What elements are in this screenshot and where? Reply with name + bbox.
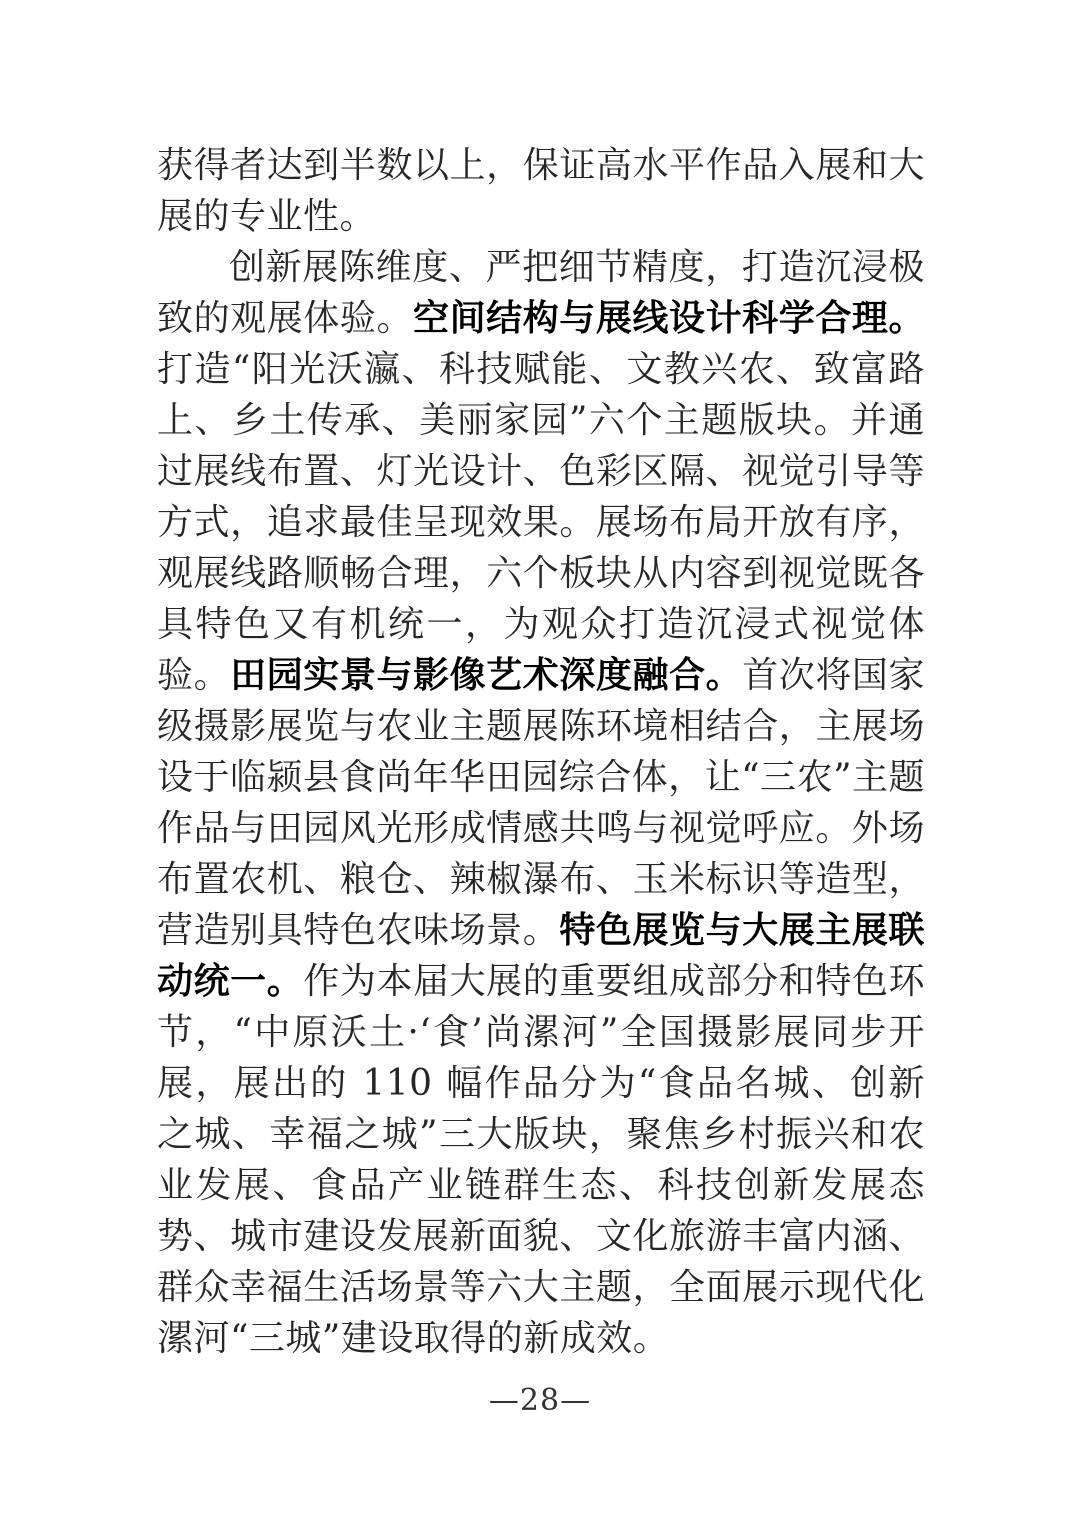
page-number: —28—	[488, 1383, 592, 1418]
body-text: 首次将国家级摄影展览与农业主题展陈环境相结合，主展场设于临颍县食尚年华田园综合体，让“三农”主题作品与田园风光形成情感共鸣与视觉呼应。外场布置农机、粮仓、辣椒瀑布、玉米标识等造型，营造别具特色农味场景。	[157, 655, 925, 951]
document-body	[157, 140, 925, 1364]
paragraph	[157, 140, 925, 242]
emphasis-text: 空间结构与展线设计科学合理。	[413, 297, 925, 339]
body-text: 打造“阳光沃瀛、科技赋能、文教兴农、致富路上、乡土传承、美丽家园”六个主题版块。并通过展线布置、灯光设计、色彩区隔、视觉引导等方式，追求最佳呈现效果。展场布局开放有序，观展线路顺畅合理，六个板块从内容到视觉既各具特色又有机统一，为观众打造沉浸式视觉体验。	[157, 349, 925, 696]
body-text: 作为本届大展的重要组成部分和特色环节，“中原沃土·‘食’尚漯河”全国摄影展同步开展，展出的 110 幅作品分为“食品名城、创新之城、幸福之城”三大版块，聚焦乡村振兴和农业发展、食品产业链群生态、科技创新发展态势、城市建设发展新面貌、文化旅游丰富内涵、群众幸福生活场景等六大主题，全面展示现代化漯河“三城”建设取得的新成效。	[157, 961, 925, 1359]
emphasis-text: 田园实景与影像艺术深度融合。	[230, 654, 743, 696]
body-text: 获得者达到半数以上，保证高水平作品入展和大展的专业性。	[157, 145, 925, 237]
paragraph	[157, 242, 925, 1364]
body-text: 创新展陈维度、严把细节精度，打造沉浸极致的观展体验。	[157, 247, 925, 339]
emphasis-text: 特色展览与大展主展联动统一。	[157, 909, 925, 1002]
